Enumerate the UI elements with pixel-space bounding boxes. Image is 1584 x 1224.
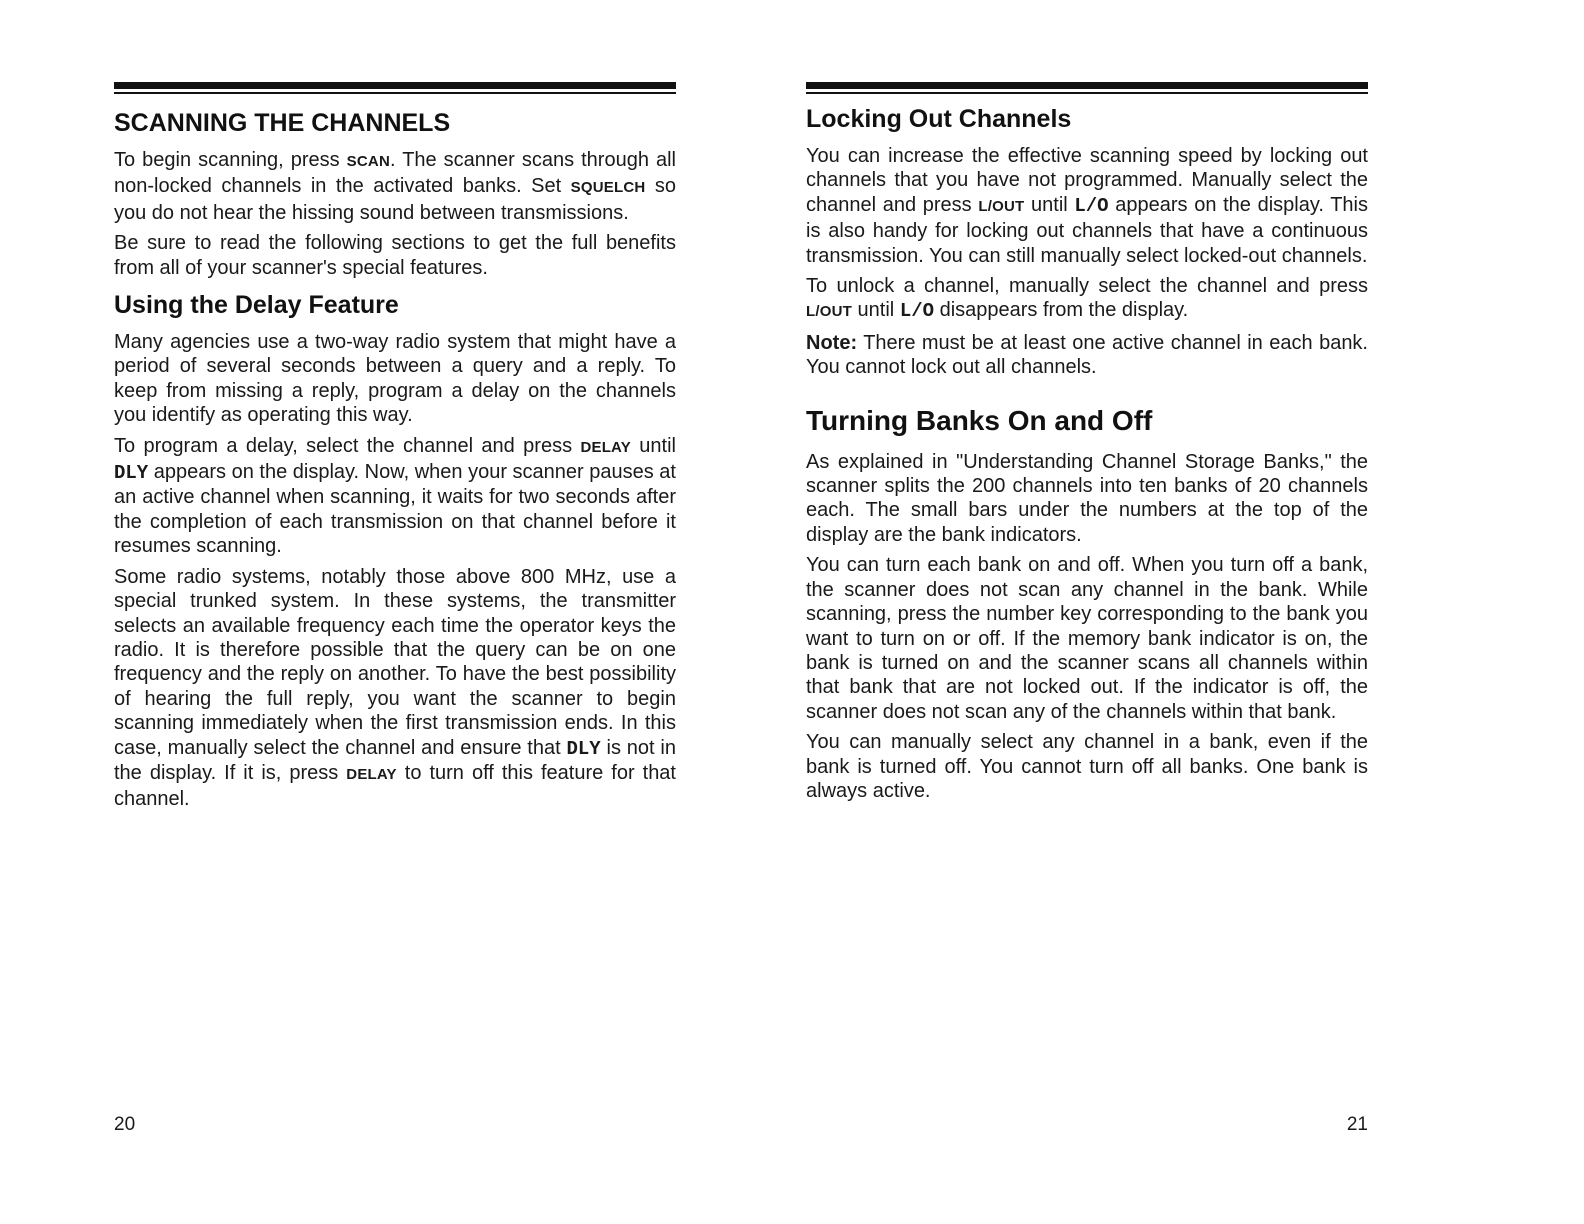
left-page-content: [114, 108, 676, 818]
display-indicator-lo: L/O: [899, 300, 935, 323]
section-heading-scanning: SCANNING THE CHANNELS: [114, 109, 451, 137]
top-rule-thin: [114, 92, 676, 94]
key-lout: L/OUT: [806, 303, 852, 321]
banks-paragraph-3: You can manually select any channel in a bank, even if the bank is turned off. You cannot turn off all banks. One bank is always active.: [806, 731, 1368, 802]
display-indicator-lo: L/O: [1074, 194, 1109, 217]
lockout-paragraph-2: To unlock a channel, manually select the channel and press L/OUT until L/O disappears from the display.: [806, 275, 1368, 323]
key-scan: SCAN: [346, 153, 390, 170]
intro-paragraph-1: To begin scanning, press SCAN. The scanner scans through all non-locked channels in the activated banks. Set SQUELCH so you do not hear the hissing sound between transmissions.: [114, 149, 676, 224]
top-rule-thin: [806, 92, 1368, 94]
note-label: Note:: [806, 331, 858, 354]
delay-paragraph-3: Some radio systems, notably those above 800 MHz, use a special trunked system. In these systems, the transmitter selects an available frequency each time the operator keys the radio. It is therefore possible that the query can be on one frequency and the reply on another. To have the best possibility of hearing the full reply, you want the scanner to begin scanning immediately when the first transmission ends. In this case, manually select the channel and ensure that DLY is not in the display. If it is, press DELAY to turn off this feature for that channel.: [114, 565, 676, 811]
banks-paragraph-1: As explained in "Understanding Channel Storage Banks," the scanner splits the 200 channels into ten banks of 20 channels each. The small bars under the numbers at the top of the display are the bank indicators.: [806, 450, 1368, 546]
page-number-left: 20: [114, 1114, 136, 1135]
left-page: [114, 0, 676, 1224]
display-indicator-dly: DLY: [566, 737, 601, 760]
delay-paragraph-1: Many agencies use a two-way radio system that might have a period of several seconds between a query and a reply. To keep from missing a reply, program a delay on the channels you identify as operating this way.: [114, 331, 676, 427]
key-delay: DELAY: [346, 765, 397, 783]
right-page: [806, 0, 1368, 1224]
section-heading-turning-banks: Turning Banks On and Off: [806, 404, 1153, 436]
right-page-content: [806, 104, 1368, 809]
subheading-delay-feature: Using the Delay Feature: [114, 291, 399, 320]
lockout-paragraph-1: You can increase the effective scanning speed by locking out channels that you have not programmed. Manually select the channel and press L/OUT until L/O appears on the display. This is also handy for locking out channels that have a continuous transmission. You can still manually select locked-out channels.: [806, 145, 1368, 267]
key-squelch: SQUELCH: [570, 179, 646, 197]
display-indicator-dly: DLY: [114, 462, 149, 485]
delay-paragraph-2: To program a delay, select the channel and press DELAY until DLY appears on the display. Now, when your scanner pauses at an active channel when scanning, it waits for two seconds after the completion of each transmission on that channel before it resumes scanning.: [114, 434, 676, 558]
top-rule-thick: [806, 82, 1368, 89]
top-rule-thick: [114, 82, 676, 89]
key-delay: DELAY: [580, 438, 631, 456]
subheading-locking-out-channels: Locking Out Channels: [806, 105, 1072, 133]
lockout-note: Note: There must be at least one active channel in each bank. You cannot lock out all channels.: [806, 331, 1368, 379]
banks-paragraph-2: You can turn each bank on and off. When you turn off a bank, the scanner does not scan any channel in the bank. While scanning, press the number key corresponding to the bank you want to turn on or off. If the memory bank indicator is on, the bank is turned on and the scanner scans all channels within that bank that are not locked out. If the indicator is off, the scanner does not scan any of the channels within that bank.: [806, 554, 1368, 723]
page-number-right: 21: [1346, 1114, 1368, 1135]
key-lout: L/OUT: [978, 197, 1025, 215]
intro-paragraph-2: Be sure to read the following sections to get the full benefits from all of your scanner's special features.: [114, 232, 676, 279]
